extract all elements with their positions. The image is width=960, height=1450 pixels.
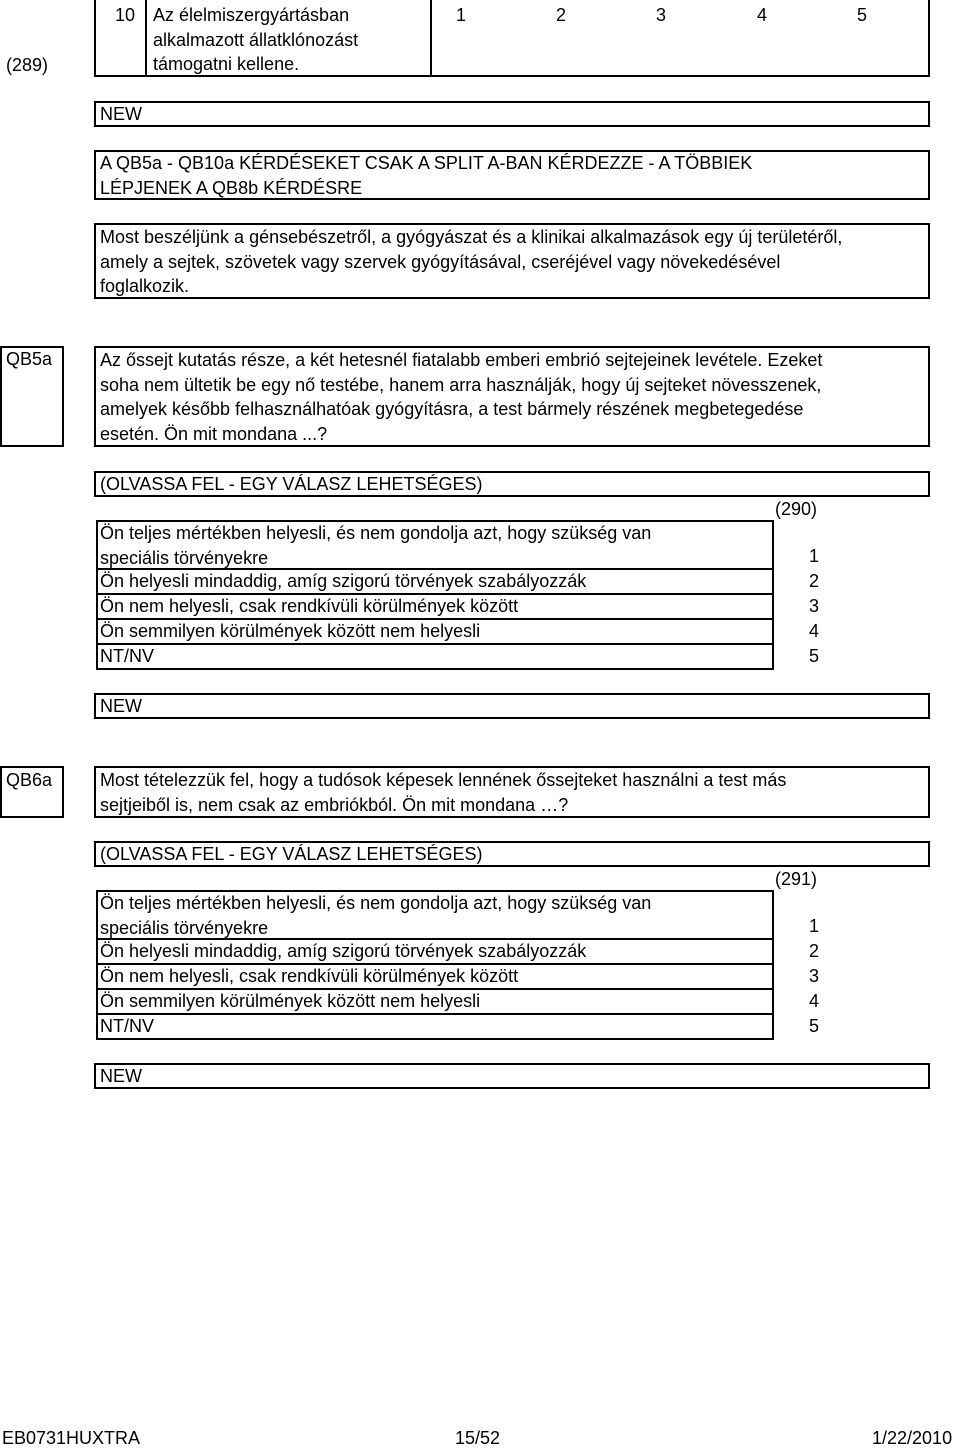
split-note: A QB5a - QB10a KÉRDÉSEKET CSAK A SPLIT A-BAN KÉRDEZZE - A TÖBBIEK LÉPJENEK A QB8b KÉRDÉSRE bbox=[100, 153, 753, 198]
qb6a-instruction: (OLVASSA FEL - EGY VÁLASZ LEHETSÉGES) bbox=[100, 844, 483, 864]
qb6a-option-3-code: 3 bbox=[808, 966, 819, 986]
qb6a-var-code: (291) bbox=[775, 869, 818, 889]
qb5a-option-5-code: 5 bbox=[808, 646, 819, 666]
qb6a-option-1-label: Ön teljes mértékben helyesli, és nem gondolja azt, hogy szükség van speciális törvényekre bbox=[100, 893, 652, 938]
qb5a-var-code: (290) bbox=[775, 499, 818, 519]
qb6a-id: QB6a bbox=[6, 770, 53, 790]
qb5a-instruction: (OLVASSA FEL - EGY VÁLASZ LEHETSÉGES) bbox=[100, 474, 483, 494]
scale-3: 3 bbox=[656, 5, 667, 25]
qb5a-option-3-code: 3 bbox=[808, 596, 819, 616]
footer-page-number: 15/52 bbox=[455, 1428, 501, 1448]
qb6a-option-2-code: 2 bbox=[808, 941, 819, 961]
qb5a-question-text: Az őssejt kutatás része, a két hetesnél fiatalabb emberi embrió sejtejeinek levétele. Ezeket soha nem ültetik be egy nő testébe, hanem arra használják, hogy új sejteket növesszenek, amelyek később felhasználhatóak gyógyításra, a test bármely részének megbetegedése esetén. Ön mit mondana ...? bbox=[100, 350, 823, 444]
qb5a-option-3-label: Ön nem helyesli, csak rendkívüli körülmények között bbox=[100, 596, 519, 616]
qb5a-option-2-code: 2 bbox=[808, 571, 819, 591]
top-row-divider-2 bbox=[430, 0, 432, 77]
new-label: NEW bbox=[100, 1066, 142, 1086]
new-marker-box bbox=[94, 693, 930, 719]
footer-document-code: EB0731HUXTRA bbox=[2, 1428, 141, 1448]
footer-date: 1/22/2010 bbox=[872, 1428, 953, 1448]
qb6a-question-text: Most tételezzük fel, hogy a tudósok képesek lennének őssejteket használni a test más sejtjeiből is, nem csak az embriókból. Ön mit mondana …? bbox=[100, 770, 787, 815]
qb5a-option-1-code: 1 bbox=[808, 546, 819, 566]
qb5a-option-2-label: Ön helyesli mindaddig, amíg szigorú törvények szabályozzák bbox=[100, 571, 587, 591]
new-marker-box bbox=[94, 1063, 930, 1089]
qb5a-id: QB5a bbox=[6, 349, 53, 369]
top-row-divider-1 bbox=[145, 0, 147, 77]
intro-text: Most beszéljünk a génsebészetről, a gyógyászat és a klinikai alkalmazások egy új területéről, amely a sejtek, szövetek vagy szervek gyógyításával, cseréjével vagy növekedésével foglalkozik. bbox=[100, 227, 843, 296]
qb6a-option-2-label: Ön helyesli mindaddig, amíg szigorú törvények szabályozzák bbox=[100, 941, 587, 961]
new-marker-box bbox=[94, 101, 930, 127]
item-number: 10 bbox=[115, 5, 136, 25]
scale-5: 5 bbox=[857, 5, 868, 25]
item-statement: Az élelmiszergyártásban alkalmazott állatklónozást támogatni kellene. bbox=[153, 5, 359, 74]
qb6a-option-4-label: Ön semmilyen körülmények között nem helyesli bbox=[100, 991, 481, 1011]
qb6a-option-3-label: Ön nem helyesli, csak rendkívüli körülmények között bbox=[100, 966, 519, 986]
qb5a-option-4-code: 4 bbox=[808, 621, 819, 641]
qb6a-option-row-5 bbox=[96, 1015, 774, 1040]
scale-2: 2 bbox=[556, 5, 567, 25]
qb6a-option-5-label: NT/NV bbox=[100, 1016, 154, 1036]
qb6a-option-4-code: 4 bbox=[808, 991, 819, 1011]
qb6a-option-5-code: 5 bbox=[808, 1016, 819, 1036]
qb5a-option-4-label: Ön semmilyen körülmények között nem helyesli bbox=[100, 621, 481, 641]
qb5a-option-1-label: Ön teljes mértékben helyesli, és nem gondolja azt, hogy szükség van speciális törvényekre bbox=[100, 523, 652, 568]
scale-4: 4 bbox=[757, 5, 768, 25]
qb5a-option-5-label: NT/NV bbox=[100, 646, 154, 666]
scale-1: 1 bbox=[456, 5, 467, 25]
qb5a-option-row-5 bbox=[96, 645, 774, 670]
new-label: NEW bbox=[100, 104, 142, 124]
new-label: NEW bbox=[100, 696, 142, 716]
qb6a-option-1-code: 1 bbox=[808, 916, 819, 936]
question-code-289: (289) bbox=[6, 55, 49, 75]
